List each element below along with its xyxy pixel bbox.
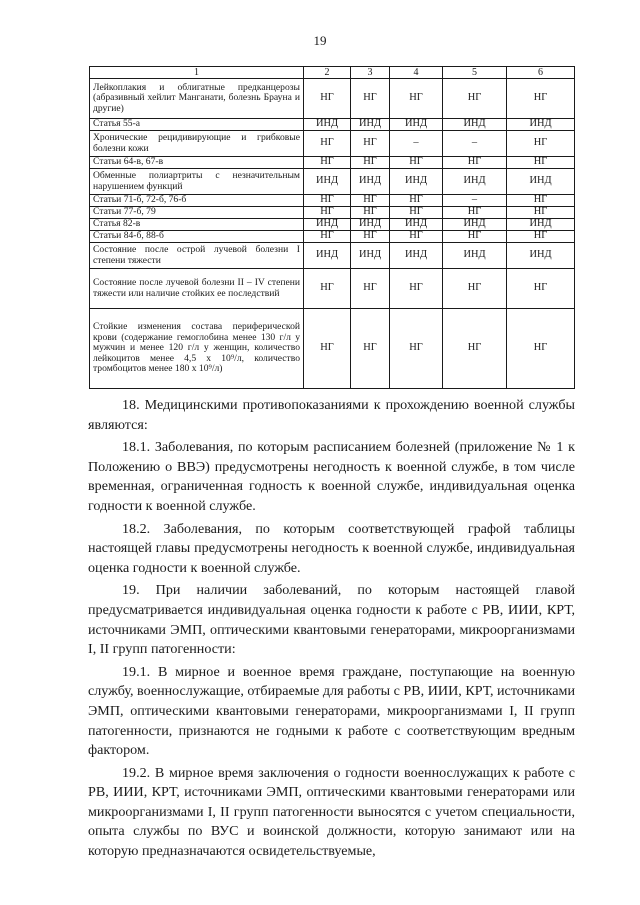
value-cell: ИНД — [304, 119, 351, 131]
value-cell: ИНД — [390, 169, 443, 195]
value-cell: НГ — [304, 309, 351, 389]
value-cell: НГ — [390, 231, 443, 243]
page-number: 19 — [313, 33, 327, 48]
table-row — [90, 231, 575, 243]
condition-cell: Статьи 77-б, 79 — [90, 207, 304, 219]
value-cell: НГ — [443, 207, 507, 219]
header-cell: 1 — [90, 67, 304, 79]
value-cell: НГ — [351, 309, 390, 389]
value-cell: НГ — [351, 231, 390, 243]
value-cell: НГ — [443, 269, 507, 309]
table-row — [90, 309, 575, 389]
value-cell: НГ — [304, 131, 351, 157]
value-cell: ИНД — [443, 169, 507, 195]
value-cell: ИНД — [351, 119, 390, 131]
value-cell: НГ — [443, 79, 507, 119]
condition-cell: Лейкоплакия и облигатные предканцерозы (абразивный хейлит Манганати, болезнь Брауна и другие) — [90, 79, 304, 119]
value-cell: ИНД — [443, 243, 507, 269]
header-cell: 2 — [304, 67, 351, 79]
header-cell: 5 — [443, 67, 507, 79]
value-cell: ИНД — [304, 169, 351, 195]
value-cell: НГ — [351, 195, 390, 207]
paragraph-19: 19. При наличии заболеваний, по которым настоящей главой предусматривается индивидуальная оценка годности к работе с РВ, ИИИ, КРТ, источниками ЭМП, оптическими квантовыми генераторами, микроорганизмами I, II групп патогенности: — [88, 582, 575, 658]
paragraph-18: 18. Медицинскими противопоказаниями к прохождению военной службы являются: — [88, 397, 575, 433]
paragraph-18-2: 18.2. Заболевания, по которым соответствующей графой таблицы настоящей главы предусмотрены негодность к военной службе, индивидуальная оценка годности к военной службе. — [88, 520, 575, 576]
value-cell: НГ — [507, 269, 575, 309]
value-cell: ИНД — [507, 169, 575, 195]
paragraph-18-1: 18.1. Заболевания, по которым расписанием болезней (приложение № 1 к Положению о ВВЭ) предусмотрены негодность к военной службе, в том числе временная, ограниченная годность к военной службе, индивидуальная оценка годности к военной службе. — [88, 439, 575, 514]
value-cell: НГ — [507, 309, 575, 389]
value-cell: НГ — [351, 131, 390, 157]
table-row — [90, 269, 575, 309]
value-cell: НГ — [443, 231, 507, 243]
table-row — [90, 207, 575, 219]
table-row — [90, 195, 575, 207]
table-row — [90, 119, 575, 131]
condition-cell: Статьи 71-б, 72-б, 76-б — [90, 195, 304, 207]
table-header-row — [90, 67, 575, 79]
value-cell: НГ — [390, 207, 443, 219]
value-cell: – — [390, 131, 443, 157]
value-cell: НГ — [390, 195, 443, 207]
table-row — [90, 131, 575, 157]
condition-cell: Статьи 64-в, 67-в — [90, 157, 304, 169]
condition-cell: Стойкие изменения состава периферической крови (содержание гемоглобина менее 130 г/л у мужчин и менее 120 г/л у женщин, количество лейкоцитов менее 4,5 х 10⁹/л, количество тромбоцитов менее 180 х 10⁹/л) — [90, 309, 304, 389]
table-row — [90, 219, 575, 231]
value-cell: ИНД — [304, 243, 351, 269]
value-cell: ИНД — [304, 219, 351, 231]
value-cell: НГ — [390, 269, 443, 309]
value-cell: НГ — [351, 269, 390, 309]
value-cell: ИНД — [507, 119, 575, 131]
value-cell: ИНД — [390, 219, 443, 231]
value-cell: НГ — [304, 269, 351, 309]
table-row — [90, 169, 575, 195]
value-cell: НГ — [507, 157, 575, 169]
value-cell: НГ — [390, 157, 443, 169]
table-row — [90, 243, 575, 269]
table-row — [90, 157, 575, 169]
value-cell: НГ — [351, 157, 390, 169]
paragraph-19-2: 19.2. В мирное время заключения о годности военнослужащих к работе с РВ, ИИИ, КРТ, источниками ЭМП, оптическими квантовыми генераторами или микроорганизмами I, II групп патогенности выносятся с учетом специальности, опыта службы по ВУС и воинской должности, которую занимают или на которую предназначаются освидетельствуемые, — [88, 764, 575, 860]
value-cell: – — [443, 131, 507, 157]
value-cell: НГ — [304, 207, 351, 219]
value-cell: ИНД — [443, 219, 507, 231]
table-row — [90, 79, 575, 119]
value-cell: НГ — [351, 207, 390, 219]
value-cell: ИНД — [390, 119, 443, 131]
condition-cell: Состояние после острой лучевой болезни I степени тяжести — [90, 243, 304, 269]
value-cell: ИНД — [507, 219, 575, 231]
condition-cell: Статьи 84-б, 88-б — [90, 231, 304, 243]
paragraph-19-1: 19.1. В мирное и военное время граждане, поступающие на военную службу, военнослужащие, отбираемые для работы с РВ, ИИИ, КРТ, источниками ЭМП, оптическими квантовыми генераторами, микроорганизмами I, II групп патогенности, признаются не годными к работе с соответствующим вредным фактором. — [88, 663, 575, 759]
value-cell: ИНД — [390, 243, 443, 269]
header-cell: 3 — [351, 67, 390, 79]
contraindications-table — [89, 66, 575, 389]
value-cell: НГ — [390, 309, 443, 389]
value-cell: НГ — [390, 79, 443, 119]
value-cell: НГ — [507, 195, 575, 207]
value-cell: НГ — [304, 231, 351, 243]
value-cell: НГ — [351, 79, 390, 119]
condition-cell: Статья 82-в — [90, 219, 304, 231]
condition-cell: Статья 55-а — [90, 119, 304, 131]
value-cell: НГ — [507, 79, 575, 119]
value-cell: ИНД — [351, 243, 390, 269]
value-cell: ИНД — [351, 219, 390, 231]
value-cell: НГ — [304, 157, 351, 169]
body-text — [88, 396, 575, 865]
value-cell: НГ — [443, 157, 507, 169]
value-cell: НГ — [304, 195, 351, 207]
condition-cell: Состояние после лучевой болезни II – IV степени тяжести или наличие стойких ее последствий — [90, 269, 304, 309]
value-cell: НГ — [507, 207, 575, 219]
value-cell: ИНД — [351, 169, 390, 195]
value-cell: – — [443, 195, 507, 207]
condition-cell: Обменные полиартриты с незначительным нарушением функций — [90, 169, 304, 195]
value-cell: НГ — [443, 309, 507, 389]
header-cell: 4 — [390, 67, 443, 79]
value-cell: ИНД — [507, 243, 575, 269]
header-cell: 6 — [507, 67, 575, 79]
value-cell: НГ — [507, 131, 575, 157]
condition-cell: Хронические рецидивирующие и грибковые болезни кожи — [90, 131, 304, 157]
value-cell: НГ — [304, 79, 351, 119]
value-cell: ИНД — [443, 119, 507, 131]
value-cell: НГ — [507, 231, 575, 243]
